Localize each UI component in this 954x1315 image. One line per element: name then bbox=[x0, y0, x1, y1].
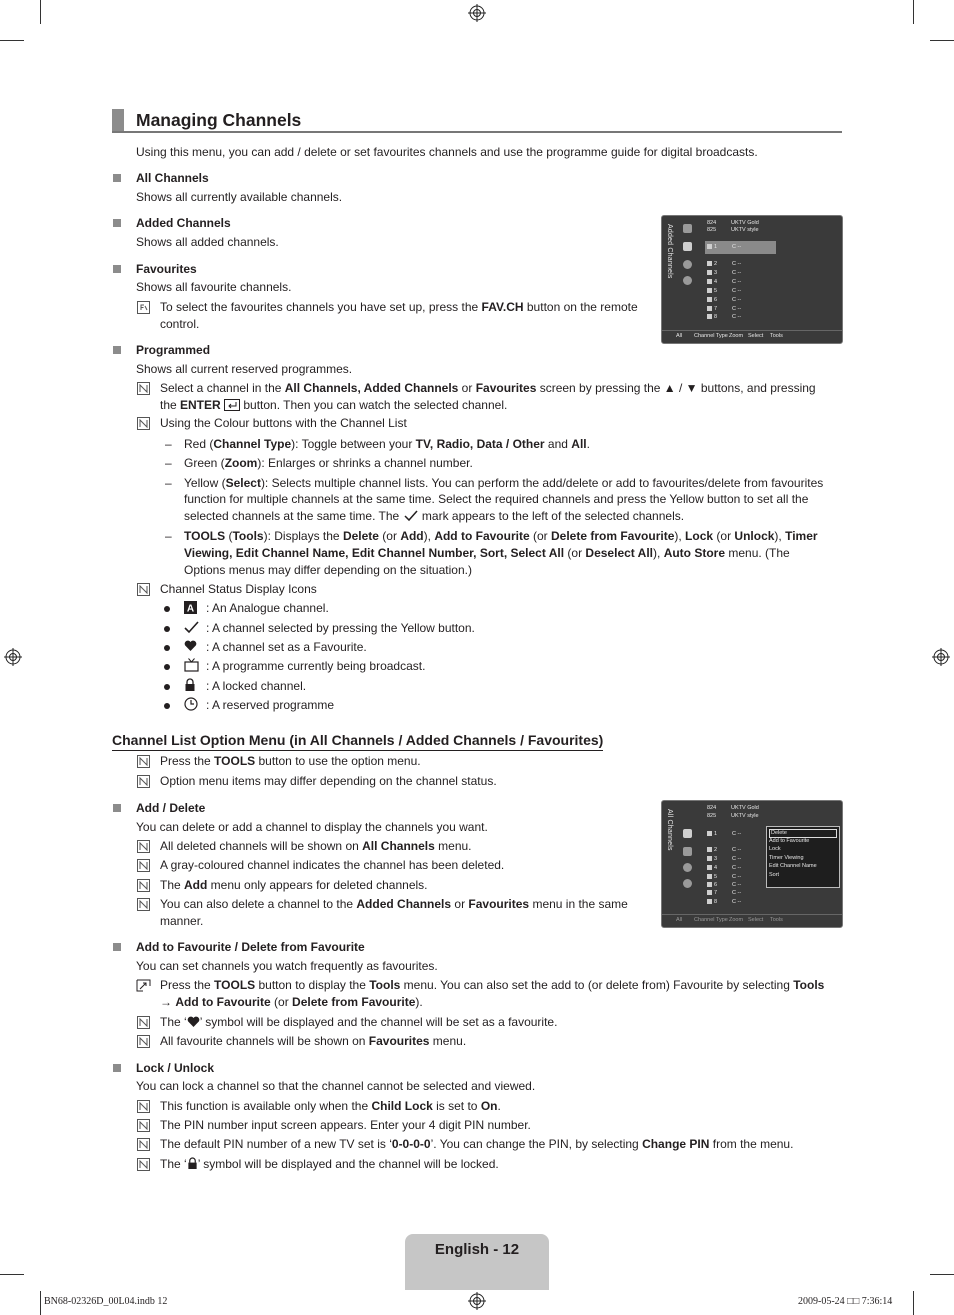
note-icon bbox=[137, 417, 150, 430]
status-icon-label: : A channel set as a Favourite. bbox=[206, 640, 367, 654]
programmed-heading: Programmed bbox=[136, 343, 211, 357]
bullet-dot bbox=[164, 626, 170, 632]
selected-channel-row: 1 bbox=[707, 831, 717, 838]
channel-row: 825 bbox=[707, 813, 717, 819]
bullet-square bbox=[113, 174, 121, 182]
option-menu-note-2: Option menu items may differ depending on the channel status. bbox=[160, 774, 497, 788]
heart-icon bbox=[187, 1016, 200, 1028]
channel-row: UKTV Gold bbox=[731, 805, 759, 811]
print-slug-left: BN68-02326D_00L04.indb 12 bbox=[44, 1296, 168, 1307]
note-icon bbox=[137, 898, 150, 911]
tv-icon bbox=[683, 224, 692, 233]
crop-mark bbox=[930, 1274, 954, 1275]
channel-row: 8 bbox=[707, 899, 717, 906]
channel-row: C -- bbox=[732, 314, 742, 320]
channel-row: 5 bbox=[707, 874, 717, 881]
channel-row: C -- bbox=[732, 297, 742, 303]
programmed-note-2: Using the Colour buttons with the Channel List bbox=[160, 416, 407, 430]
yellow-button-text-line3: selected channels at the same time. The mark appears to the left of the selected channels. bbox=[184, 509, 685, 523]
channel-row: 6 bbox=[707, 882, 717, 889]
note-icon bbox=[137, 879, 150, 892]
dash-bullet: – bbox=[165, 529, 172, 543]
print-slug-right: 2009-05-24 □□ 7:36:14 bbox=[798, 1296, 893, 1307]
channel-row: 6 bbox=[707, 297, 717, 304]
yellow-button-text: Yellow (Select): Selects multiple channel lists. You can perform the add/delete or add to favourites/delete from favourites bbox=[184, 476, 824, 490]
favourite-icon bbox=[683, 863, 692, 872]
crop-mark bbox=[40, 0, 41, 24]
lock-note-3: The default PIN number of a new TV set is ‘0-0-0-0’. You can change the PIN, by selecting Change PIN from the menu. bbox=[160, 1137, 794, 1151]
bullet-square bbox=[113, 804, 121, 812]
enter-icon bbox=[224, 399, 240, 411]
registration-mark-icon bbox=[4, 648, 22, 666]
crop-mark bbox=[0, 1274, 24, 1275]
note-icon bbox=[137, 1119, 150, 1132]
channel-row: 7 bbox=[707, 890, 717, 897]
note-icon bbox=[137, 1100, 150, 1113]
option-menu-heading: Channel List Option Menu (in All Channels / Added Channels / Favourites) bbox=[112, 731, 603, 751]
channel-row: 4 bbox=[707, 279, 717, 286]
tv-icon bbox=[683, 829, 692, 838]
note-icon bbox=[137, 382, 150, 395]
popup-item-sort: Sort bbox=[769, 872, 780, 878]
bullet-square bbox=[113, 943, 121, 951]
favourites-note-line2: control. bbox=[160, 317, 200, 331]
channel-row: 7 bbox=[707, 306, 717, 313]
note-icon bbox=[137, 775, 150, 788]
title-accent-block bbox=[112, 109, 124, 131]
tools-button-text-line3: Options menus may differ depending on the situation.) bbox=[184, 563, 472, 577]
lock-note-4: The ‘ ’ symbol will be displayed and the channel will be locked. bbox=[160, 1157, 499, 1171]
lock-icon bbox=[187, 1157, 198, 1170]
add-fav-desc: You can set channels you watch frequently as favourites. bbox=[136, 959, 438, 973]
tools-button-text: TOOLS (Tools): Displays the Delete (or Add), Add to Favourite (or Delete from Favourite), Lock (or Unlock), Timer bbox=[184, 529, 818, 543]
lock-heading: Lock / Unlock bbox=[136, 1061, 215, 1075]
option-menu-note-1: Press the TOOLS button to use the option menu. bbox=[160, 754, 421, 768]
screen-footer: All Channel Type Zoom Select Tools bbox=[662, 330, 842, 331]
bullet-dot bbox=[164, 645, 170, 651]
selected-channel-row: 1 bbox=[707, 244, 717, 251]
bullet-dot bbox=[164, 684, 170, 690]
programmed-icon bbox=[683, 276, 692, 285]
selected-channel-name: C -- bbox=[732, 831, 742, 837]
status-icon-label: : A channel selected by pressing the Yellow button. bbox=[206, 621, 475, 635]
popup-item-edit-name: Edit Channel Name bbox=[769, 863, 817, 869]
note-icon bbox=[137, 1035, 150, 1048]
status-icon-label: : A locked channel. bbox=[206, 679, 307, 693]
channel-row: C -- bbox=[732, 865, 742, 871]
channel-row: UKTV Gold bbox=[731, 220, 759, 226]
dash-bullet: – bbox=[165, 476, 172, 490]
add-delete-note-3: The Add menu only appears for deleted channels. bbox=[160, 878, 428, 892]
crop-mark bbox=[930, 40, 954, 41]
bullet-square bbox=[113, 1064, 121, 1072]
note-icon bbox=[137, 755, 150, 768]
channel-row: 4 bbox=[707, 865, 717, 872]
bullet-square bbox=[113, 346, 121, 354]
dash-bullet: – bbox=[165, 437, 172, 451]
add-fav-heading: Add to Favourite / Delete from Favourite bbox=[136, 940, 365, 954]
channel-row: C -- bbox=[732, 279, 742, 285]
add-delete-note-4-line2: manner. bbox=[160, 914, 204, 928]
favourites-note: To select the favourites channels you have set up, press the FAV.CH button on the remote bbox=[160, 300, 638, 314]
channel-row: C -- bbox=[732, 874, 742, 880]
status-icon-label: : A programme currently being broadcast. bbox=[206, 659, 426, 673]
status-icons-heading: Channel Status Display Icons bbox=[160, 582, 317, 596]
check-icon bbox=[184, 621, 199, 634]
lock-desc: You can lock a channel so that the channel cannot be selected and viewed. bbox=[136, 1079, 536, 1093]
note-icon bbox=[137, 840, 150, 853]
add-fav-note-2: The ‘ ’ symbol will be displayed and the channel will be set as a favourite. bbox=[160, 1015, 558, 1029]
green-button-text: Green (Zoom): Enlarges or shrinks a channel number. bbox=[184, 456, 473, 470]
channel-row: C -- bbox=[732, 306, 742, 312]
note-icon bbox=[137, 1138, 150, 1151]
red-button-text: Red (Channel Type): Toggle between your TV, Radio, Data / Other and All. bbox=[184, 437, 590, 451]
note-icon bbox=[137, 1016, 150, 1029]
channel-row: C -- bbox=[732, 270, 742, 276]
add-delete-note-1: All deleted channels will be shown on All Channels menu. bbox=[160, 839, 472, 853]
programmed-desc: Shows all current reserved programmes. bbox=[136, 362, 353, 376]
popup-item-delete: Delete bbox=[769, 829, 837, 838]
heart-icon bbox=[184, 640, 197, 652]
channel-row: C -- bbox=[732, 288, 742, 294]
selected-channel-name: C -- bbox=[732, 244, 742, 250]
favourite-icon bbox=[683, 260, 692, 269]
channel-row: C -- bbox=[732, 856, 742, 862]
channel-row: UKTV style bbox=[731, 813, 759, 819]
tools-button-text-line2: Viewing, Edit Channel Name, Edit Channel Number, Sort, Select All (or Deselect All), Auto Store menu. (The bbox=[184, 546, 790, 560]
add-fav-note-1: Press the TOOLS button to display the Tools menu. You can also set the add to (or delete from) Favourite by selecting Tools bbox=[160, 978, 825, 992]
status-icon-label: : A reserved programme bbox=[206, 698, 335, 712]
add-delete-note-2: A gray-coloured channel indicates the channel has been deleted. bbox=[160, 858, 505, 872]
page-number: English - 12 bbox=[434, 1241, 520, 1258]
dash-bullet: – bbox=[165, 456, 172, 470]
added-channels-desc: Shows all added channels. bbox=[136, 235, 279, 249]
add-delete-note-4: You can also delete a channel to the Added Channels or Favourites menu in the same bbox=[160, 897, 628, 911]
registration-mark-icon bbox=[468, 4, 486, 22]
channel-list-options-screenshot bbox=[661, 800, 843, 928]
added-channels-heading: Added Channels bbox=[136, 216, 231, 230]
analogue-icon bbox=[184, 601, 197, 614]
intro-text: Using this menu, you can add / delete or set favourites channels and use the programme guide for digital broadcasts. bbox=[136, 145, 758, 159]
note-icon bbox=[137, 1158, 150, 1171]
channel-list-screenshot bbox=[661, 215, 843, 344]
lock-note-1: This function is available only when the Child Lock is set to On. bbox=[160, 1099, 501, 1113]
status-icon-label: : An Analogue channel. bbox=[206, 601, 329, 615]
crop-mark bbox=[913, 1291, 914, 1315]
lock-note-2: The PIN number input screen appears. Enter your 4 digit PIN number. bbox=[160, 1118, 531, 1132]
bullet-square bbox=[113, 219, 121, 227]
channel-row: 824 bbox=[707, 220, 717, 226]
popup-item-add-favourite: Add to Favourite bbox=[769, 838, 810, 844]
bullet-square bbox=[113, 265, 121, 273]
channel-row: 2 bbox=[707, 847, 717, 854]
page-title: Managing Channels bbox=[136, 110, 302, 130]
section-title-bar bbox=[112, 109, 842, 133]
programmed-icon bbox=[683, 879, 692, 888]
popup-item-timer-viewing: Timer Viewing bbox=[769, 855, 804, 861]
bullet-dot bbox=[164, 703, 170, 709]
added-icon bbox=[683, 242, 692, 251]
added-icon bbox=[683, 847, 692, 856]
all-channels-heading: All Channels bbox=[136, 171, 209, 185]
favourites-desc: Shows all favourite channels. bbox=[136, 280, 292, 294]
add-fav-note-1-line2: → Add to Favourite (or Delete from Favourite). bbox=[160, 995, 423, 1009]
registration-mark-icon bbox=[932, 648, 950, 666]
crop-mark bbox=[0, 40, 24, 41]
add-fav-note-3: All favourite channels will be shown on Favourites menu. bbox=[160, 1034, 467, 1048]
tools-popup-menu bbox=[766, 826, 840, 888]
clock-icon bbox=[184, 697, 198, 711]
programmed-note-1-line2: the ENTER button. Then you can watch the selected channel. bbox=[160, 398, 508, 412]
tools-tip-icon bbox=[136, 979, 151, 992]
crop-mark bbox=[913, 0, 914, 24]
channel-row: 5 bbox=[707, 288, 717, 295]
add-delete-desc: You can delete or add a channel to display the channels you want. bbox=[136, 820, 488, 834]
channel-row: 2 bbox=[707, 261, 717, 268]
registration-mark-icon bbox=[468, 1292, 486, 1310]
screen-side-label: All Channels bbox=[666, 809, 673, 851]
channel-row: 824 bbox=[707, 805, 717, 811]
channel-row: 825 bbox=[707, 227, 717, 233]
all-channels-desc: Shows all currently available channels. bbox=[136, 190, 343, 204]
channel-row: 3 bbox=[707, 270, 717, 277]
popup-item-lock: Lock bbox=[769, 846, 781, 852]
remote-tip-icon bbox=[137, 301, 150, 314]
channel-row: 3 bbox=[707, 856, 717, 863]
screen-side-label: Added Channels bbox=[666, 224, 673, 279]
yellow-button-text-line2: function for multiple channels at the same time. Select the required channels and press the Yellow button to set all the bbox=[184, 492, 809, 506]
page-number-tab bbox=[405, 1234, 549, 1290]
svg-text:A: A bbox=[186, 603, 195, 614]
bullet-dot bbox=[164, 664, 170, 670]
favourites-heading: Favourites bbox=[136, 262, 197, 276]
channel-row: UKTV style bbox=[731, 227, 759, 233]
crop-mark bbox=[40, 1291, 41, 1315]
channel-row: C -- bbox=[732, 882, 742, 888]
screen-footer: All Channel Type Zoom Select Tools bbox=[662, 914, 842, 915]
channel-row: C -- bbox=[732, 899, 742, 905]
channel-row: C -- bbox=[732, 890, 742, 896]
bullet-dot bbox=[164, 606, 170, 612]
channel-row: C -- bbox=[732, 261, 742, 267]
broadcast-tv-icon bbox=[184, 658, 199, 672]
note-icon bbox=[137, 583, 150, 596]
lock-icon bbox=[184, 678, 196, 692]
note-icon bbox=[137, 859, 150, 872]
check-icon bbox=[403, 510, 419, 522]
channel-row: 8 bbox=[707, 314, 717, 321]
channel-row: C -- bbox=[732, 847, 742, 853]
add-delete-heading: Add / Delete bbox=[136, 801, 206, 815]
programmed-note-1: Select a channel in the All Channels, Added Channels or Favourites screen by pressing the ▲ / ▼ buttons, and pressing bbox=[160, 381, 816, 395]
